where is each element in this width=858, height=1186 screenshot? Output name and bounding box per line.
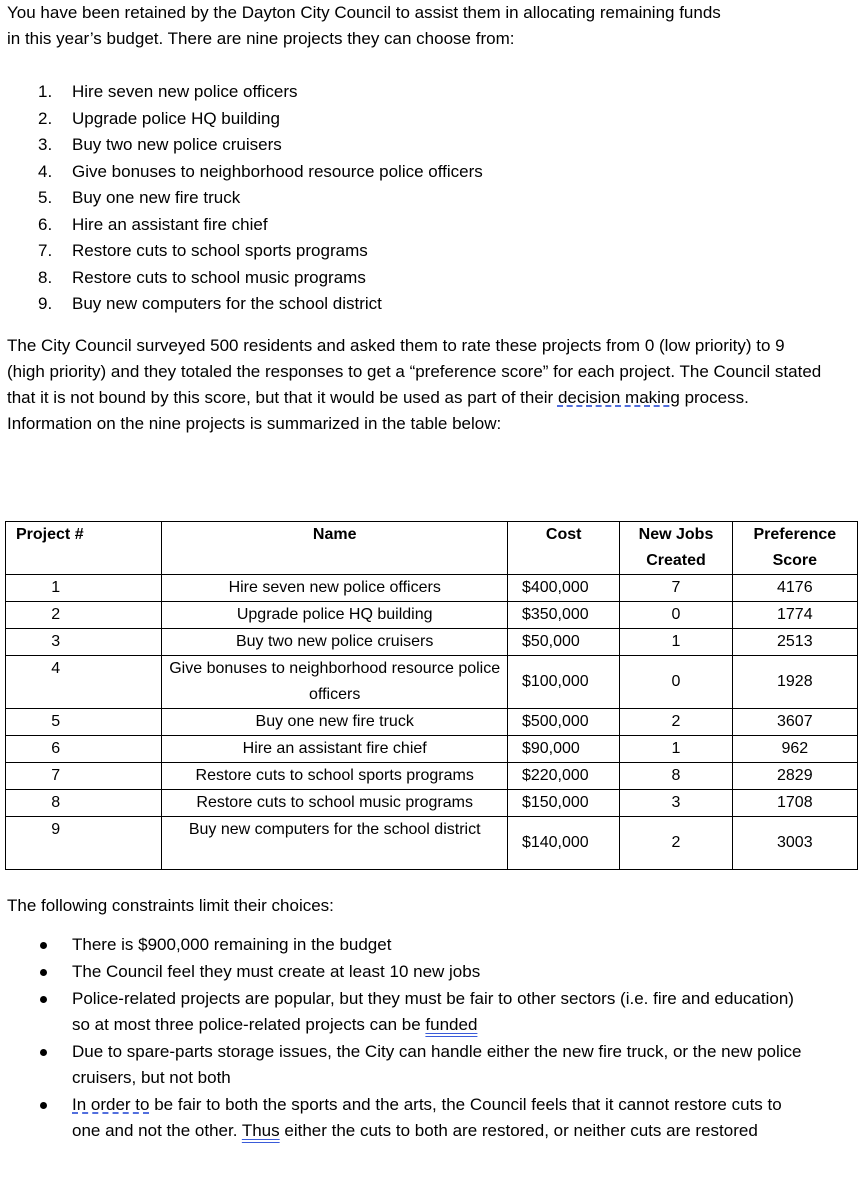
cell-jobs: 7 xyxy=(620,575,732,602)
cell-name: Give bonuses to neighborhood resource police officers xyxy=(162,656,508,709)
cell-cost: $90,000 xyxy=(507,736,619,763)
header-cost: Cost xyxy=(507,522,619,575)
cell-cost: $400,000 xyxy=(507,575,619,602)
cell-project-number: 5 xyxy=(6,709,162,736)
bullet-icon xyxy=(40,942,47,949)
cell-project-number: 4 xyxy=(6,656,162,709)
cell-name: Restore cuts to school sports programs xyxy=(162,763,508,790)
list-number: 5. xyxy=(38,188,53,207)
bullet-icon xyxy=(40,969,47,976)
list-number: 2. xyxy=(38,108,53,128)
cell-cost: $50,000 xyxy=(507,629,619,656)
survey-text-1: The City Council surveyed 500 residents and asked them to rate these projects from 0 (low priority) to 9 (high priority) and they totaled the responses to get a “preference score” for each project. The Council stated that it is not bound by this score, but that it would be used as part of their xyxy=(7,336,822,407)
table-row xyxy=(6,575,858,602)
cell-name: Restore cuts to school music programs xyxy=(162,790,508,817)
cell-preference: 4176 xyxy=(732,575,857,602)
table-row xyxy=(6,817,858,870)
constraints-list xyxy=(38,932,808,1145)
survey-paragraph xyxy=(7,333,827,437)
list-item xyxy=(38,265,483,292)
cell-preference: 962 xyxy=(732,736,857,763)
cell-cost: $140,000 xyxy=(507,817,619,870)
cell-jobs: 8 xyxy=(620,763,732,790)
list-item xyxy=(38,959,808,985)
list-item xyxy=(38,159,483,186)
cell-name: Hire seven new police officers xyxy=(162,575,508,602)
list-item xyxy=(38,1039,808,1091)
cell-cost: $500,000 xyxy=(507,709,619,736)
list-item xyxy=(38,212,483,239)
bullet-icon xyxy=(40,996,47,1003)
cell-jobs: 1 xyxy=(620,736,732,763)
intro-line-2: in this year’s budget. There are nine projects they can choose from: xyxy=(7,29,515,48)
list-item-text: Buy one new fire truck xyxy=(72,188,241,207)
list-item xyxy=(38,1092,808,1144)
table-row xyxy=(6,736,858,763)
constraint-text-end: either the cuts to both are restored, or neither cuts are restored xyxy=(279,1121,758,1140)
grammar-underlined-text[interactable]: funded xyxy=(425,1015,478,1034)
list-item-text: Hire an assistant fire chief xyxy=(72,214,268,234)
cell-cost: $350,000 xyxy=(507,602,619,629)
cell-preference: 1774 xyxy=(732,602,857,629)
list-item-text: Upgrade police HQ building xyxy=(72,108,280,128)
list-item-text: Restore cuts to school music programs xyxy=(72,267,366,287)
list-item-text: Buy two new police cruisers xyxy=(72,135,282,154)
grammar-underlined-text[interactable]: Thus xyxy=(241,1121,280,1140)
list-item-text: Give bonuses to neighborhood resource police officers xyxy=(72,161,483,181)
cell-name: Buy two new police cruisers xyxy=(162,629,508,656)
list-item xyxy=(38,291,483,318)
table-header-row xyxy=(6,522,858,575)
spelling-underlined-text[interactable]: decision making xyxy=(557,388,680,407)
list-item xyxy=(38,932,808,958)
cell-jobs: 1 xyxy=(620,629,732,656)
survey-text-2: process. Information on the nine projects is summarized in the table below: xyxy=(7,388,749,433)
header-name: Name xyxy=(162,522,508,575)
header-new-jobs: New Jobs Created xyxy=(620,522,732,575)
cell-project-number: 6 xyxy=(6,736,162,763)
cell-jobs: 2 xyxy=(620,817,732,870)
constraint-text: be fair to both the sports and the arts, the Council feels that it cannot restore cuts to one and not the other. xyxy=(72,1095,782,1140)
project-list xyxy=(38,79,483,318)
cell-preference: 1708 xyxy=(732,790,857,817)
cell-preference: 3607 xyxy=(732,709,857,736)
constraint-text: Due to spare-parts storage issues, the City can handle either the new fire truck, or the new police cruisers, but not both xyxy=(72,1042,802,1087)
header-project-number: Project # xyxy=(6,522,162,575)
cell-name: Buy one new fire truck xyxy=(162,709,508,736)
list-number: 1. xyxy=(38,82,53,101)
cell-jobs: 0 xyxy=(620,656,732,709)
list-number: 9. xyxy=(38,294,53,313)
header-preference-score: Preference Score xyxy=(732,522,857,575)
cell-cost: $220,000 xyxy=(507,763,619,790)
constraint-text: There is $900,000 remaining in the budget xyxy=(72,935,392,954)
cell-project-number: 1 xyxy=(6,575,162,602)
intro-line-1: You have been retained by the Dayton City Council to assist them in allocating remaining funds xyxy=(7,3,721,22)
list-number: 8. xyxy=(38,267,53,287)
list-number: 6. xyxy=(38,214,53,234)
cell-project-number: 9 xyxy=(6,817,162,870)
table-row xyxy=(6,656,858,709)
cell-jobs: 3 xyxy=(620,790,732,817)
list-item-text: Buy new computers for the school district xyxy=(72,294,382,313)
list-item-text: Hire seven new police officers xyxy=(72,82,298,101)
bullet-icon xyxy=(40,1102,47,1109)
table-row xyxy=(6,709,858,736)
cell-name: Upgrade police HQ building xyxy=(162,602,508,629)
constraint-text: The Council feel they must create at least 10 new jobs xyxy=(72,962,481,981)
table-row xyxy=(6,790,858,817)
cell-cost: $150,000 xyxy=(507,790,619,817)
cell-jobs: 0 xyxy=(620,602,732,629)
cell-preference: 1928 xyxy=(732,656,857,709)
list-item-text: Restore cuts to school sports programs xyxy=(72,241,368,260)
list-number: 7. xyxy=(38,241,53,260)
cell-name: Buy new computers for the school district xyxy=(162,817,508,870)
list-item xyxy=(38,185,483,212)
projects-table xyxy=(5,521,858,870)
cell-preference: 2513 xyxy=(732,629,857,656)
list-item xyxy=(38,132,483,159)
list-number: 3. xyxy=(38,135,53,154)
cell-project-number: 8 xyxy=(6,790,162,817)
list-item xyxy=(38,79,483,106)
cell-preference: 3003 xyxy=(732,817,857,870)
table-row xyxy=(6,602,858,629)
list-item xyxy=(38,986,808,1038)
cell-project-number: 7 xyxy=(6,763,162,790)
cell-preference: 2829 xyxy=(732,763,857,790)
cell-cost: $100,000 xyxy=(507,656,619,709)
list-number: 4. xyxy=(38,161,53,181)
cell-project-number: 3 xyxy=(6,629,162,656)
list-item xyxy=(38,238,483,265)
constraint-text: Police-related projects are popular, but they must be fair to other sectors (i.e. fire and education) so at most three police-related projects can be xyxy=(72,989,794,1034)
table-row xyxy=(6,763,858,790)
intro-paragraph xyxy=(7,0,827,52)
cell-name: Hire an assistant fire chief xyxy=(162,736,508,763)
table-row xyxy=(6,629,858,656)
cell-project-number: 2 xyxy=(6,602,162,629)
spelling-underlined-text[interactable]: In order to xyxy=(72,1095,150,1114)
bullet-icon xyxy=(40,1049,47,1056)
cell-jobs: 2 xyxy=(620,709,732,736)
constraints-heading: The following constraints limit their choices: xyxy=(7,896,334,915)
list-item xyxy=(38,106,483,133)
